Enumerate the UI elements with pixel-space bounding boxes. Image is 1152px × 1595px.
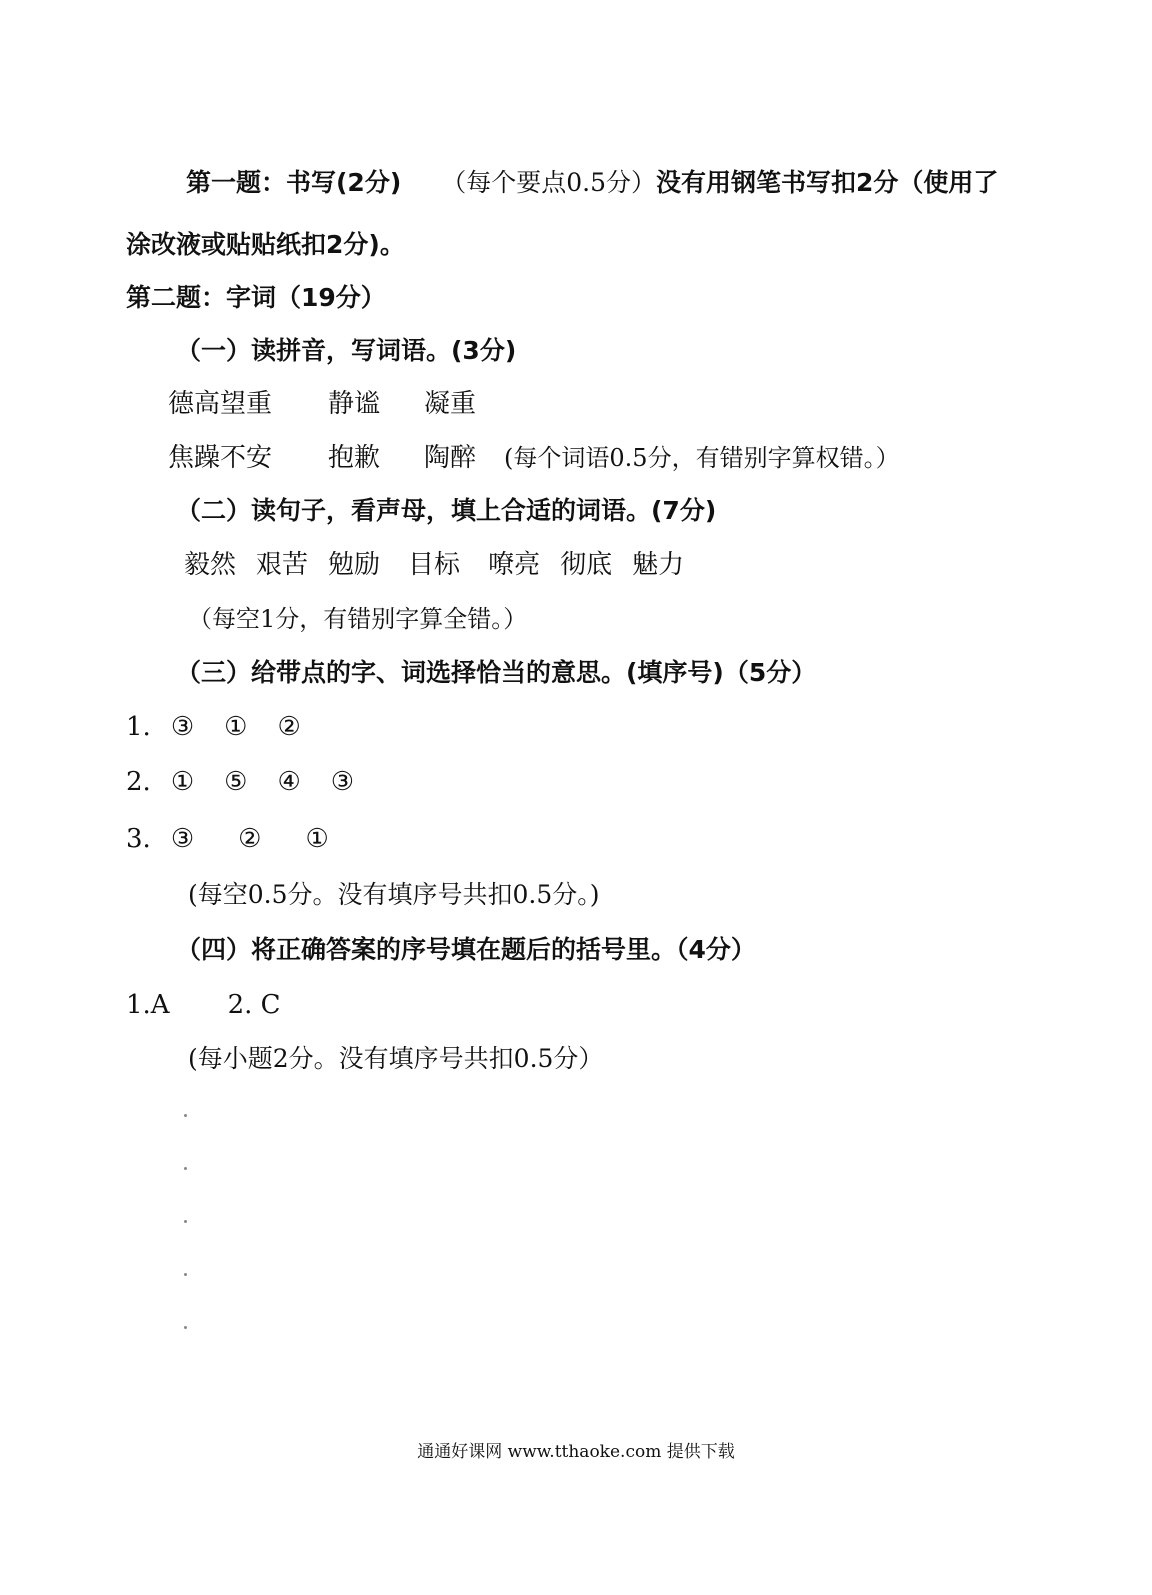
q2-part3-row-2 [126, 765, 384, 799]
page-footer: 通通好课网 www.tthaoke.com 提供下载 [417, 1442, 735, 1462]
q2-part4-answers [126, 988, 281, 1022]
answer-choice: ② [277, 712, 301, 742]
answer-word: 目标 [408, 550, 461, 580]
q1-note-pen: 没有用钢笔书写扣2分（使用了 [656, 168, 999, 197]
q2-part1-row1 [168, 387, 476, 421]
q2-part2-note: （每空1分，有错别字算全错。） [188, 605, 528, 633]
answer-word: 魅力 [632, 550, 685, 580]
scan-mark [184, 1273, 187, 1276]
q2-title: 第二题：字词（19分） [126, 283, 386, 312]
answer-choice: ① [305, 824, 329, 854]
q2-part3-note: (每空0.5分。没有填序号共扣0.5分。) [188, 880, 600, 909]
answer-choice: ③ [330, 767, 355, 797]
answer-choice: ⑤ [224, 767, 248, 797]
scan-mark [184, 1114, 187, 1117]
q1-note-correction: 涂改液或贴贴纸扣2分)。 [126, 230, 405, 259]
q1-note-points: （每个要点0.5分） [441, 168, 657, 197]
q2-part1-note: (每个词语0.5分，有错别字算权错。） [504, 444, 900, 472]
answer-word: 静谧 [328, 389, 381, 419]
answer-word: 陶醉 [424, 443, 477, 473]
answer-word: 德高望重 [168, 389, 273, 419]
answer-item: 1.A [126, 990, 170, 1020]
answer-item: 2. C [227, 990, 281, 1020]
answer-word: 毅然 [184, 550, 237, 580]
row-number: 1. [126, 712, 151, 742]
q1-line-1 [186, 166, 998, 200]
answer-choice: ② [238, 824, 262, 854]
answer-word: 彻底 [560, 550, 613, 580]
answer-choice: ① [170, 767, 195, 797]
q2-part3-row-3 [126, 822, 359, 856]
answer-word: 艰苦 [256, 550, 309, 580]
q2-part4-note: (每小题2分。没有填序号共扣0.5分） [188, 1044, 604, 1073]
scan-mark [184, 1220, 187, 1223]
answer-choice: ③ [170, 712, 195, 742]
answer-word: 嘹亮 [488, 550, 541, 580]
scan-mark [184, 1326, 187, 1329]
answer-word: 凝重 [424, 389, 477, 419]
q2-part4-heading: （四）将正确答案的序号填在题后的括号里。（4分） [176, 935, 756, 964]
row-number: 2. [126, 767, 151, 797]
q1-title: 第一题：书写(2分) [186, 168, 402, 197]
q2-part1-row2 [168, 441, 900, 475]
answer-word: 焦躁不安 [168, 443, 273, 473]
answer-word: 勉励 [328, 550, 381, 580]
q2-part3-row-1 [126, 710, 331, 744]
scan-mark [184, 1167, 187, 1170]
answer-choice: ④ [277, 767, 301, 797]
q2-part2-words [184, 548, 684, 582]
q2-part3-heading: （三）给带点的字、词选择恰当的意思。(填序号)（5分） [176, 658, 817, 687]
answer-word: 抱歉 [328, 443, 381, 473]
q2-part2-heading: （二）读句子，看声母，填上合适的词语。(7分) [176, 496, 717, 525]
q2-part1-heading: （一）读拼音，写词语。(3分) [176, 336, 517, 365]
answer-choice: ③ [170, 824, 195, 854]
row-number: 3. [126, 824, 151, 854]
answer-choice: ① [224, 712, 248, 742]
